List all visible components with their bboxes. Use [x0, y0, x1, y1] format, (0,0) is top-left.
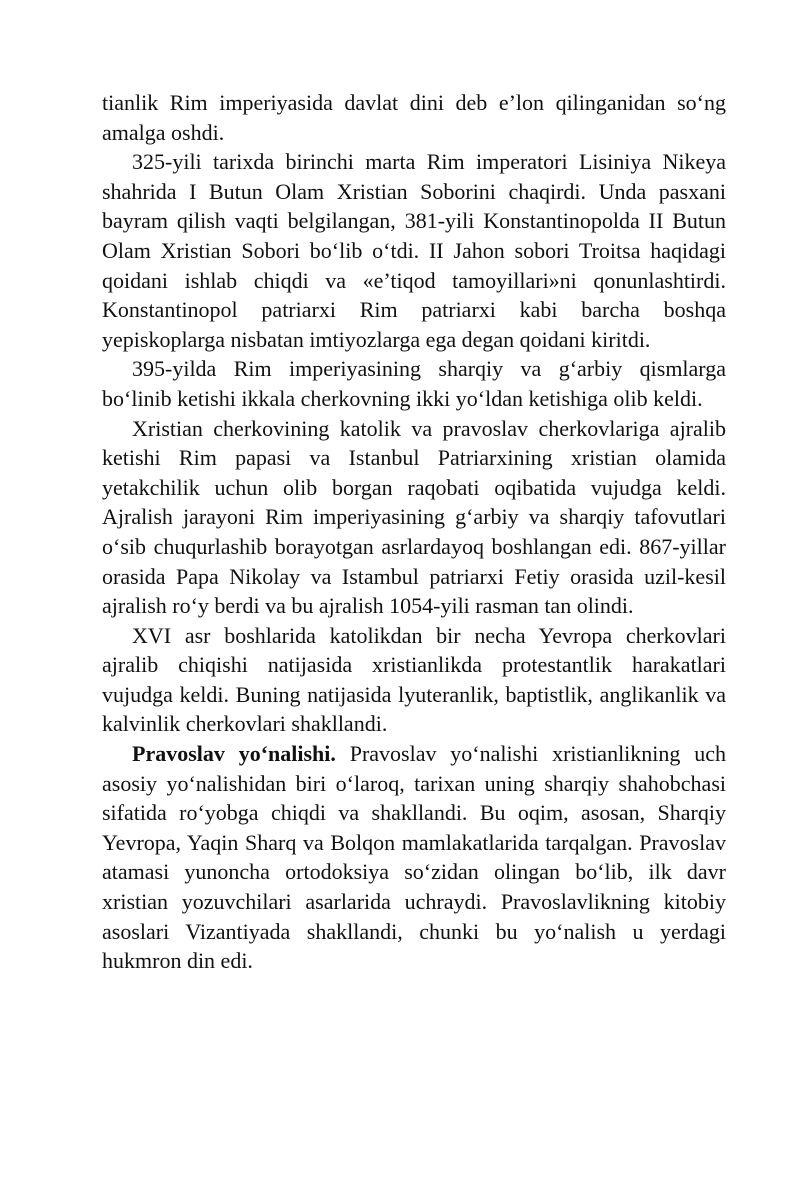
paragraph-church-schism: Xristian cherkovining katolik va pravoslav cherkovlariga ajralib ketishi Rim papasi va Istanbul Patriarxining xristian olamida yetakchilik uchun olib borgan raqobati oqibatida vujudga keldi. Ajralish jarayoni Rim imperiyasining g‘arbiy va sharqiy tafovutlari o‘sib chuqurlashib borayotgan asrlardayoq boshlangan edi. 867-yillar orasida Papa Nikolay va Istambul patriarxi Fetiy orasida uzil-kesil ajralish ro‘y berdi va bu ajralish 1054-yili rasman tan olindi. [102, 415, 726, 619]
paragraph-continuation: tianlik Rim imperiyasida davlat dini deb e’lon qilinganidan so‘ng amalga oshdi. [102, 90, 726, 145]
paragraph-protestantism: XVI asr boshlarida katolikdan bir necha Yevropa cherkovlari ajralib chiqishi natijasida xristianlikda protestantlik harakatlari vujudga keldi. Buning natijasida lyuteranlik, baptistlik, anglikanlik va kalvinlik cherkovlari shakllandi. [102, 622, 726, 737]
document-page [102, 88, 726, 976]
section-heading-orthodoxy: Pravoslav yo‘nalishi. [132, 741, 336, 767]
paragraph-orthodoxy [102, 739, 726, 976]
paragraph-empire-division: 395-yilda Rim imperiyasining sharqiy va g‘arbiy qismlarga bo‘linib ketishi ikkala cherkovning ikki yo‘ldan ketishiga olib keldi. [102, 356, 726, 411]
paragraph-orthodoxy-text: Pravoslav yo‘nalishi xristianlikning uch asosiy yo‘nalishidan biri o‘laroq, tarixan uning sharqiy shahobchasi sifatida ro‘yobga chiqdi va shakllandi. Bu oqim, asosan, Sharqiy Yevropa, Yaqin Sharq va Bolqon mamlakatlarida tarqalgan. Pravoslav atamasi yunoncha ortodoksiya so‘zidan olingan bo‘lib, ilk davr xristian yozuvchilari asarlarida uchraydi. Pravoslavlikning kitobiy asoslari Vizantiyada shakllandi, chunki bu yo‘nalish u yerdagi hukmron din edi. [102, 741, 726, 974]
paragraph-first-council: 325-yili tarixda birinchi marta Rim imperatori Lisiniya Nikeya shahrida I Butun Olam Xristian Soborini chaqirdi. Unda pasxani bayram qilish vaqti belgilangan, 381-yili Konstantinopolda II Butun Olam Xristian Sobori bo‘lib o‘tdi. II Jahon sobori Troitsa haqidagi qoidani ishlab chiqdi va «e’tiqod tamoyillari»ni qonunlashtirdi. Konstantinopol patriarxi Rim patriarxi kabi barcha boshqa yepiskoplarga nisbatan imtiyozlarga ega degan qoidani kiritdi. [102, 149, 726, 352]
